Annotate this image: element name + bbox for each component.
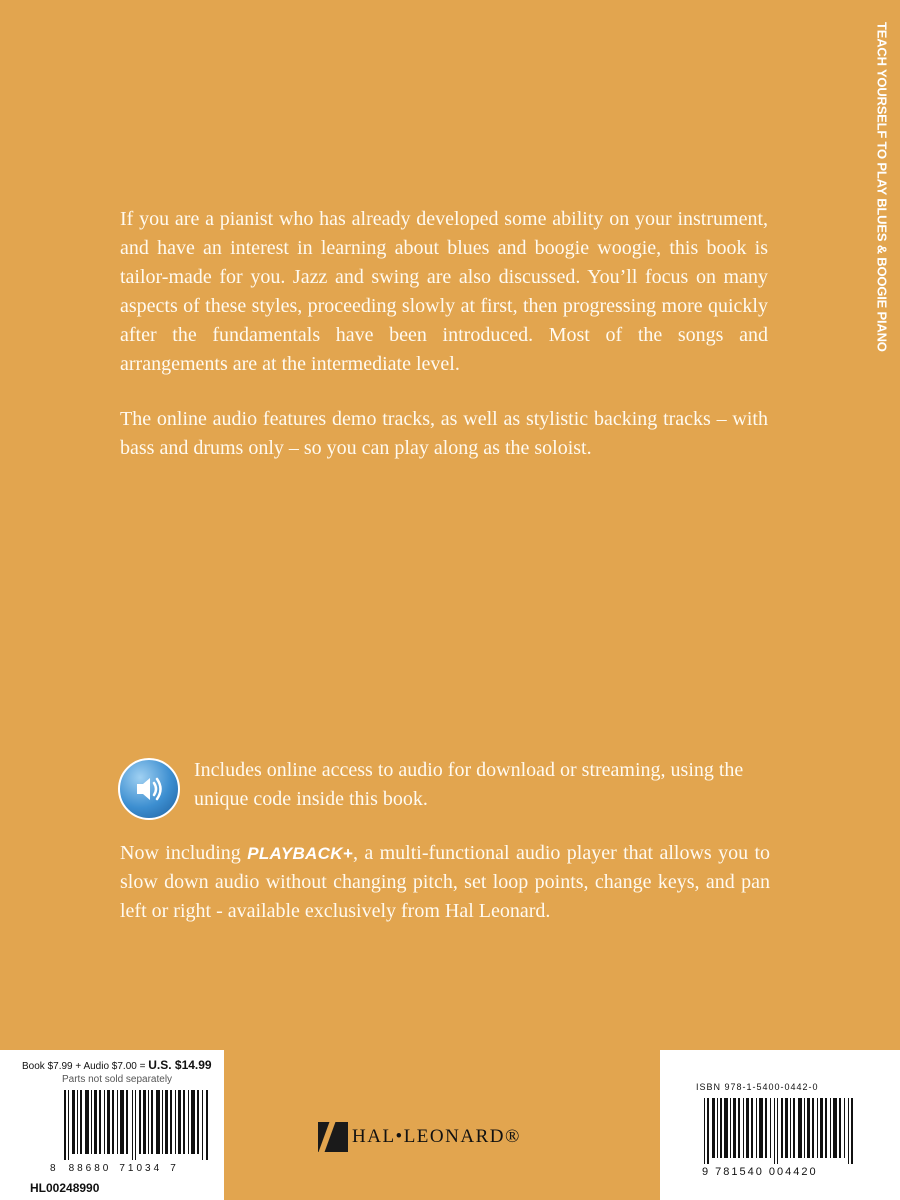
isbn-number: ISBN 978-1-5400-0442-0: [696, 1082, 819, 1092]
price-breakdown: Book $7.99 + Audio $7.00 =: [22, 1061, 149, 1072]
playback-logo: PLAYBACK+: [247, 844, 353, 863]
isbn-barcode-digits: 9 781540 004420: [702, 1166, 818, 1178]
upc-digits: [50, 1163, 216, 1174]
spine-title: [868, 22, 896, 382]
isbn-box: [660, 1050, 900, 1200]
speaker-icon: [118, 758, 180, 820]
publisher-logo: [318, 1122, 521, 1152]
playback-prefix: Now including: [120, 842, 248, 864]
price-box: [0, 1050, 224, 1200]
upc-digit-group: 71034: [119, 1163, 163, 1174]
playback-text: , a multi-functional audio player that allows you to slow down audio without changing pitch, set loop points, change keys, and pan left or right - available exclusively from Hal Leonard.: [120, 842, 771, 922]
description-paragraph: The online audio features demo tracks, as well as stylistic backing tracks – with bass and drums only – so you can play along as the soloist.: [120, 408, 768, 459]
publisher-name: HAL•LEONARD®: [352, 1126, 521, 1147]
price-total: U.S. $14.99: [148, 1058, 212, 1072]
upc-digit-group: 88680: [68, 1163, 112, 1174]
hal-leonard-mark-icon: [318, 1122, 348, 1152]
description-paragraph: If you are a pianist who has already developed some ability on your instrument, and have an interest in learning about blues and boogie woogie, this book is tailor-made for you. Jazz and swing are also discussed. You’ll focus on many aspects of these styles, proceeding slowly at first, then progressing more quickly after the fundamentals have been introduced. Most of the songs and arrangements are at the intermediate level.: [120, 208, 768, 375]
isbn-barcode: [702, 1098, 862, 1164]
price-line: [22, 1058, 212, 1072]
parts-note: Parts not sold separately: [62, 1074, 173, 1085]
upc-barcode: [62, 1090, 214, 1160]
upc-digit-group: 7: [170, 1163, 179, 1174]
audio-access-text: Includes online access to audio for download or streaming, using the unique code inside this book.: [194, 759, 744, 810]
spine-title-text: TEACH YOURSELF TO PLAY BLUES & BOOGIE PIANO: [874, 22, 890, 352]
audio-access: [118, 756, 773, 820]
upc-digit-group: 8: [50, 1163, 59, 1174]
description: [120, 205, 768, 489]
playback-paragraph: [120, 839, 770, 926]
product-code: HL00248990: [30, 1181, 100, 1195]
